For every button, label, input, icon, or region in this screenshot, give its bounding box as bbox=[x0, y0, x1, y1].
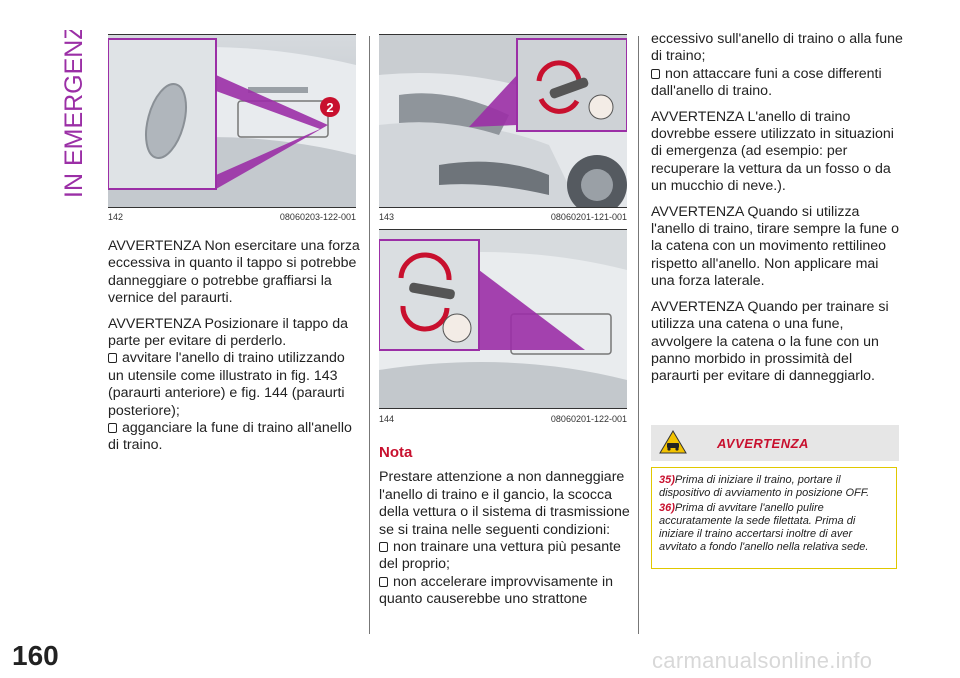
list-item: non accelerare improvvisamente in quanto causerebbe uno strattone bbox=[379, 573, 614, 608]
column-2-text bbox=[379, 444, 635, 609]
warning-car-icon bbox=[659, 429, 687, 455]
bullet-icon bbox=[108, 423, 117, 433]
warning-note: 36)Prima di avvitare l'anello pulire accuratamente la sede filettata. Prima di iniziare il traino accertarsi inoltre di aver avvitato a fondo l'anello nella relativa sede. bbox=[659, 502, 869, 553]
warning-paragraph: AVVERTENZA L'anello di traino dovrebbe essere utilizzato in situazioni di emergenza (ad esempio: per recuperare la vettura da un fosso o da un mucchio di neve.). bbox=[651, 108, 894, 195]
list-item: avvitare l'anello di traino utilizzando un utensile come illustrato in fig. 143 (paraurti anteriore) e fig. 144 (paraurti posteriore); bbox=[108, 350, 345, 419]
bullet-icon bbox=[108, 353, 117, 363]
nota-heading: Nota bbox=[379, 444, 413, 461]
figure-caption-143 bbox=[379, 212, 627, 222]
warning-note: 35)Prima di iniziare il traino, portare il dispositivo di avviamento in posizione OFF. bbox=[659, 474, 870, 499]
figure-code: 08060203-122-001 bbox=[279, 212, 356, 222]
figure-code: 08060201-121-001 bbox=[550, 212, 627, 222]
front-towing-eye-illustration bbox=[379, 35, 627, 207]
figure-142 bbox=[108, 34, 356, 208]
figure-caption-142 bbox=[108, 212, 356, 222]
figure-number: 144 bbox=[379, 414, 395, 424]
callout-number: 2 bbox=[326, 100, 334, 115]
watermark: carmanualsonline.info bbox=[652, 648, 873, 673]
list-item: non attaccare funi a cose differenti dall'anello di traino. bbox=[651, 65, 882, 100]
bullet-icon bbox=[379, 542, 388, 552]
figure-caption-144 bbox=[379, 414, 627, 424]
page-number: 160 bbox=[12, 640, 59, 671]
figure-code: 08060201-122-001 bbox=[550, 414, 627, 424]
section-title bbox=[52, 30, 92, 200]
warning-paragraph: AVVERTENZA Non esercitare una forza eccessiva in quanto il tappo si potrebbe danneggiare o potrebbe graffiarsi la vernice del paraurti. bbox=[108, 238, 360, 307]
column-divider bbox=[369, 36, 370, 634]
warning-title: AVVERTENZA bbox=[717, 435, 809, 451]
warning-paragraph: AVVERTENZA Quando per trainare si utilizza una catena o una fune, avvolgere la catena o la fune con un panno morbido in prossimità del paraurti per evitare di danneggiarlo. bbox=[651, 298, 889, 385]
warning-header bbox=[651, 425, 899, 461]
rear-bumper-cap-illustration bbox=[108, 35, 356, 207]
bullet-icon bbox=[651, 69, 660, 79]
warning-box bbox=[651, 467, 897, 569]
column-1-text bbox=[108, 238, 363, 455]
rear-towing-eye-illustration bbox=[379, 230, 627, 408]
column-3-text bbox=[651, 31, 903, 394]
figure-143 bbox=[379, 34, 627, 208]
continued-paragraph: eccessivo sull'anello di traino o alla fune di traino; bbox=[651, 31, 903, 65]
figure-number: 142 bbox=[108, 212, 124, 222]
figure-144 bbox=[379, 229, 627, 409]
warning-paragraph: AVVERTENZA Posizionare il tappo da parte per evitare di perderlo. bbox=[108, 315, 348, 350]
list-item: agganciare la fune di traino all'anello di traino. bbox=[108, 420, 352, 454]
warning-paragraph: AVVERTENZA Quando si utilizza l'anello di traino, tirare sempre la fune o la catena con un movimento rettilineo rispetto all'anello. Non applicare mai una forza laterale. bbox=[651, 203, 899, 290]
nota-paragraph: Prestare attenzione a non danneggiare l'anello di traino e il gancio, la scocca della vettura o il sistema di trasmissione se si traina nelle seguenti condizioni: bbox=[379, 469, 630, 538]
section-title-text: IN EMERGENZA bbox=[60, 30, 88, 198]
figure-number: 143 bbox=[379, 212, 395, 222]
list-item: non trainare una vettura più pesante del proprio; bbox=[379, 539, 621, 573]
column-divider bbox=[638, 36, 639, 634]
bullet-icon bbox=[379, 577, 388, 587]
